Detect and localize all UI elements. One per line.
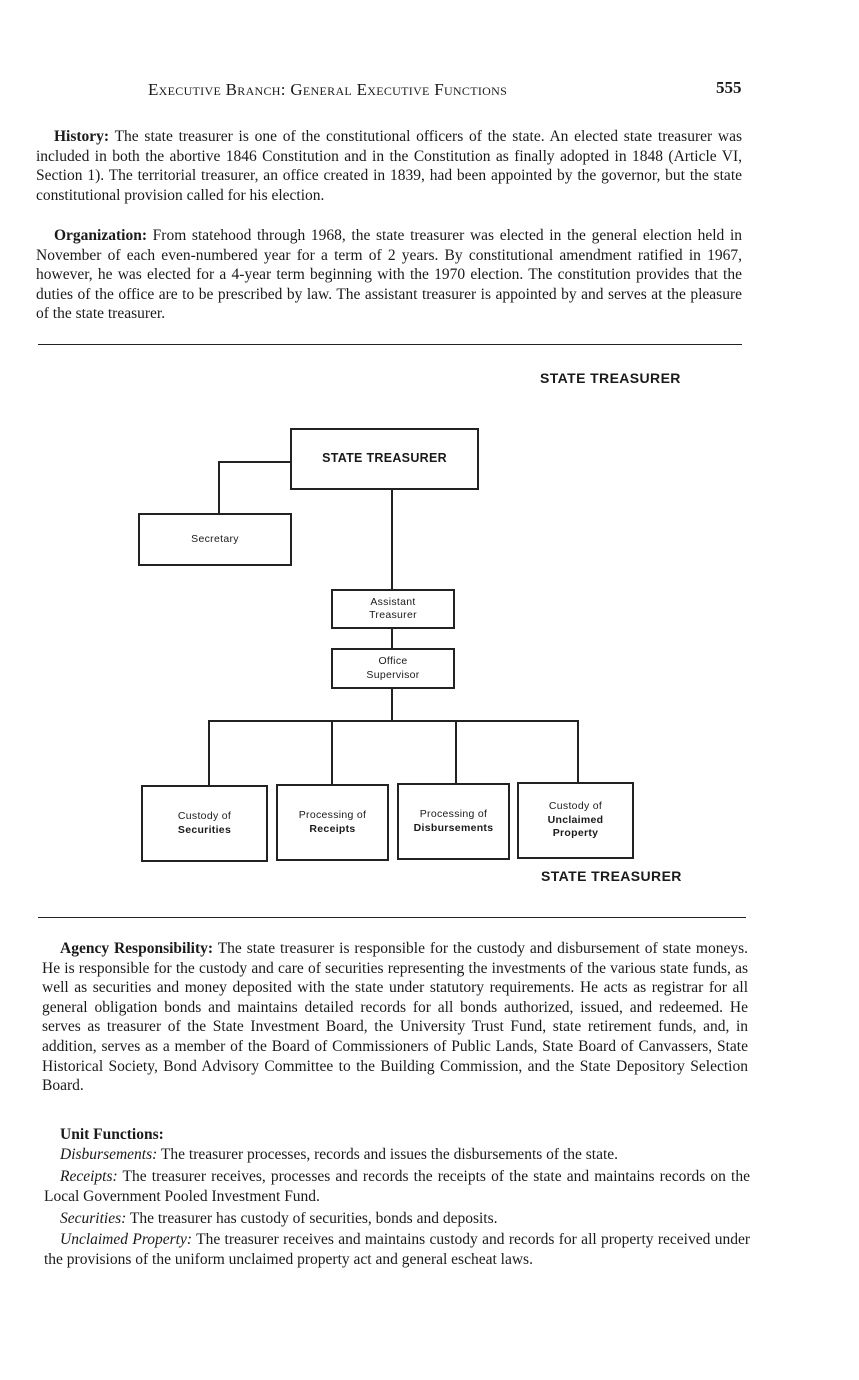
unit-text-securities: The treasurer has custody of securities, bonds and deposits. bbox=[129, 1210, 498, 1227]
divider-top bbox=[38, 344, 742, 345]
box-processing-disbursements bbox=[397, 783, 510, 860]
organization-paragraph bbox=[36, 226, 742, 324]
unit-text-unclaimed-property: The treasurer receives and maintains custody and records for all property received under the provisions of the uniform unclaimed property act and general escheat laws. bbox=[44, 1231, 750, 1268]
box-state-treasurer-label: STATE TREASURER bbox=[322, 451, 447, 466]
unit-function-receipts bbox=[44, 1167, 750, 1206]
connector-supervisor-bus bbox=[391, 688, 393, 721]
connector-unit-4 bbox=[577, 720, 579, 783]
organization-label: Organization: bbox=[54, 227, 147, 244]
box-assistant-treasurer bbox=[331, 589, 455, 629]
unit-label-receipts: Receipts: bbox=[60, 1168, 118, 1185]
unit-functions-heading: Unit Functions: bbox=[60, 1126, 164, 1143]
divider-bottom bbox=[38, 917, 746, 918]
unit-2-line-2: Receipts bbox=[309, 822, 356, 835]
running-head: Executive Branch: General Executive Functions bbox=[148, 80, 508, 99]
box-custody-securities bbox=[141, 785, 268, 862]
unit-label-disbursements: Disbursements: bbox=[60, 1146, 158, 1163]
unit-3-line-1: Processing of bbox=[419, 808, 488, 820]
unit-1-line-1: Custody of bbox=[177, 810, 232, 822]
box-state-treasurer bbox=[290, 428, 479, 490]
connector-unit-2 bbox=[331, 720, 333, 785]
connector-secretary-v bbox=[218, 461, 220, 514]
chart-caption-top: STATE TREASURER bbox=[540, 370, 681, 386]
assistant-line-1: Assistant bbox=[370, 595, 416, 608]
supervisor-line-1: Office bbox=[378, 655, 408, 667]
box-custody-unclaimed-property bbox=[517, 782, 634, 859]
page-number: 555 bbox=[716, 78, 742, 97]
unit-3-line-2: Disbursements bbox=[413, 821, 494, 834]
unit-1-line-2: Securities bbox=[177, 823, 232, 836]
connector-assistant-supervisor bbox=[391, 628, 393, 649]
unit-function-securities bbox=[44, 1209, 750, 1229]
box-secretary bbox=[138, 513, 292, 566]
agency-label: Agency Responsibility: bbox=[60, 940, 214, 957]
history-label: History: bbox=[54, 128, 110, 145]
history-text: The state treasurer is one of the constitutional officers of the state. An elected state treasurer was included in both the abortive 1846 Constitution and in the Constitution as finally adopted in 1848 (Article VI, Section 1). The territorial treasurer, an office created in 1839, had been appointed by the governor, but the state constitutional provision called for his election. bbox=[36, 128, 742, 204]
agency-text: The state treasurer is responsible for the custody and disbursement of state moneys. He is responsible for the custody and care of securities representing the investments of the various state funds, as well as securities and money deposited with the state under statutory requirements. He acts as registrar for all general obligation bonds and maintains detailed records for all bonds authorized, issued, and redeemed. He serves as treasurer of the State Investment Board, the University Trust Fund, state retirement funds, and, in addition, serves as a member of the Board of Commissioners of Public Lands, State Board of Canvassers, State Historical Society, Bond Advisory Committee to the Building Commission, and the State Depository Selection Board. bbox=[42, 940, 748, 1095]
unit-function-disbursements bbox=[44, 1145, 750, 1165]
box-processing-receipts bbox=[276, 784, 389, 861]
assistant-line-2: Treasurer bbox=[369, 609, 417, 621]
agency-paragraph bbox=[42, 939, 748, 1096]
supervisor-line-2: Supervisor bbox=[366, 668, 420, 681]
unit-label-unclaimed-property: Unclaimed Property: bbox=[60, 1231, 193, 1248]
unit-4-line-2: Unclaimed bbox=[547, 813, 604, 826]
connector-top-assistant bbox=[391, 489, 393, 590]
unit-4-line-1: Custody of bbox=[548, 800, 603, 813]
box-office-supervisor bbox=[331, 648, 455, 689]
history-paragraph bbox=[36, 127, 742, 205]
unit-2-line-1: Processing of bbox=[298, 809, 367, 821]
connector-unit-3 bbox=[455, 720, 457, 784]
connector-secretary-h bbox=[218, 461, 291, 463]
unit-4-line-3: Property bbox=[552, 827, 599, 840]
box-secretary-label: Secretary bbox=[191, 532, 239, 545]
chart-caption-bottom: STATE TREASURER bbox=[541, 868, 682, 884]
organization-text: From statehood through 1968, the state treasurer was elected in the general election held in November of each even-numbered year for a term of 2 years. By constitutional amendment ratified in 1967, however, he was elected for a 4-year term beginning with the 1970 election. The constitution provides that the duties of the office are to be prescribed by law. The assistant treasurer is appointed by and serves at the pleasure of the state treasurer. bbox=[36, 227, 743, 323]
unit-text-receipts: The treasurer receives, processes and records the receipts of the state and maintains records on the Local Government Pooled Investment Fund. bbox=[44, 1168, 750, 1205]
unit-text-disbursements: The treasurer processes, records and issues the disbursements of the state. bbox=[160, 1146, 619, 1163]
connector-unit-1 bbox=[208, 720, 210, 786]
connector-bus bbox=[208, 720, 579, 722]
unit-function-unclaimed-property bbox=[44, 1230, 750, 1269]
unit-label-securities: Securities: bbox=[60, 1210, 127, 1227]
